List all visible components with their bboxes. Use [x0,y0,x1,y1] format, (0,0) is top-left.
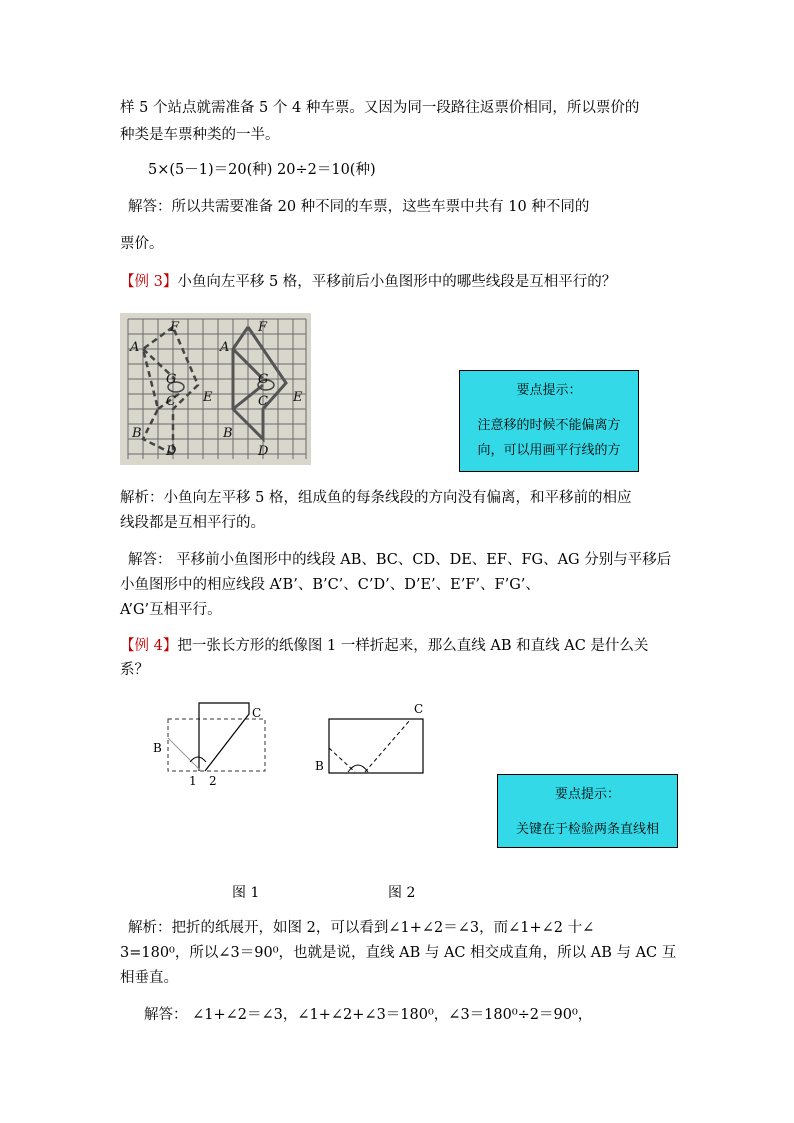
hint-title: 要点提示： [554,787,620,802]
example-4-heading [120,636,680,656]
paragraph-line: 线段都是互相平行的。 [120,515,265,531]
fish-label: G [258,372,269,387]
fig-label: B [153,741,162,755]
hint-body: 注意移的时候不能偏离方 [477,418,621,433]
paragraph-line: 样 5 个站点就需准备 5 个 4 种车票。又因为同一段路往返票价相同，所以票价的 [120,100,640,116]
figure-caption: 图 2 [388,885,416,901]
hint-body: 关键在于检验两条直线相 [515,822,659,837]
example-text: 小鱼向左平移 5 格，平移前后小鱼图形中的哪些线段是互相平行的？ [177,274,617,290]
example-tag: 【例 4】 [120,638,178,654]
hint-title: 要点提示： [516,383,582,398]
fig-label: 2 [209,774,217,788]
fish-label: A [130,340,140,355]
fish-label: C [258,394,268,409]
fish-label: B [223,426,233,441]
formula-line: 5×(5－1)＝20(种) 20÷2＝10(种) [148,162,376,178]
paragraph-line: 票价。 [120,236,164,252]
paragraph-line: 解析：小鱼向左平移 5 格，组成鱼的每条线段的方向没有偏离，和平移前的相应 [120,490,632,506]
paragraph-line: 系？ [120,662,149,678]
fold-figure-1 [150,700,275,790]
fish-label: A [220,340,230,355]
fig-label: C [414,702,424,716]
fish-label: E [293,390,303,405]
fish-label: C [166,394,176,409]
fish-label: G [166,372,177,387]
paragraph-line: A’G’互相平行。 [120,602,222,618]
fish-label: E [203,390,213,405]
fold-figure-2 [310,700,430,780]
example-3-heading [120,272,680,292]
fish-label: D [258,444,269,459]
fish-label: F [170,320,180,335]
hint-body: 向，可以用画平行线的方 [477,443,621,458]
paragraph-line: 相垂直。 [120,970,178,986]
paragraph-line: 3=180⁰，所以∠3＝90⁰，也就是说，直线 AB 与 AC 相交成直角，所以 AB 与 AC 互 [120,945,677,961]
figure-caption: 图 1 [232,885,260,901]
paragraph-line: 解析：把折的纸展开，如图 2，可以看到∠1+∠2＝∠3，而∠1+∠2 十∠ [128,920,595,936]
example-text: 把一张长方形的纸像图 1 一样折起来，那么直线 AB 和直线 AC 是什么关 [177,638,649,654]
fig-label: B [315,759,324,773]
answer-line: 解答： 平移前小鱼图形中的线段 AB、BC、CD、DE、EF、FG、AG 分别与平移后 [128,552,672,568]
hint-box [497,774,678,848]
example-tag: 【例 3】 [120,274,178,290]
answer-line: 解答：所以共需要准备 20 种不同的车票，这些车票中共有 10 种不同的 [128,199,590,215]
paragraph-line: 小鱼图形中的相应线段 A’B’、B’C’、C’D’、D’E’、E’F’、F’G’、 [120,577,540,593]
fish-label: B [132,426,142,441]
fish-grid-figure [120,313,311,465]
hint-box [459,370,639,472]
answer-line: 解答： ∠1+∠2＝∠3，∠1+∠2+∠3＝180⁰，∠3＝180⁰÷2＝90⁰， [144,1007,593,1023]
fish-label: D [166,444,177,459]
paragraph-line: 种类是车票种类的一半。 [120,127,280,143]
fig-label: C [252,706,262,720]
fig-label: 1 [189,774,197,788]
fish-label: F [258,320,268,335]
